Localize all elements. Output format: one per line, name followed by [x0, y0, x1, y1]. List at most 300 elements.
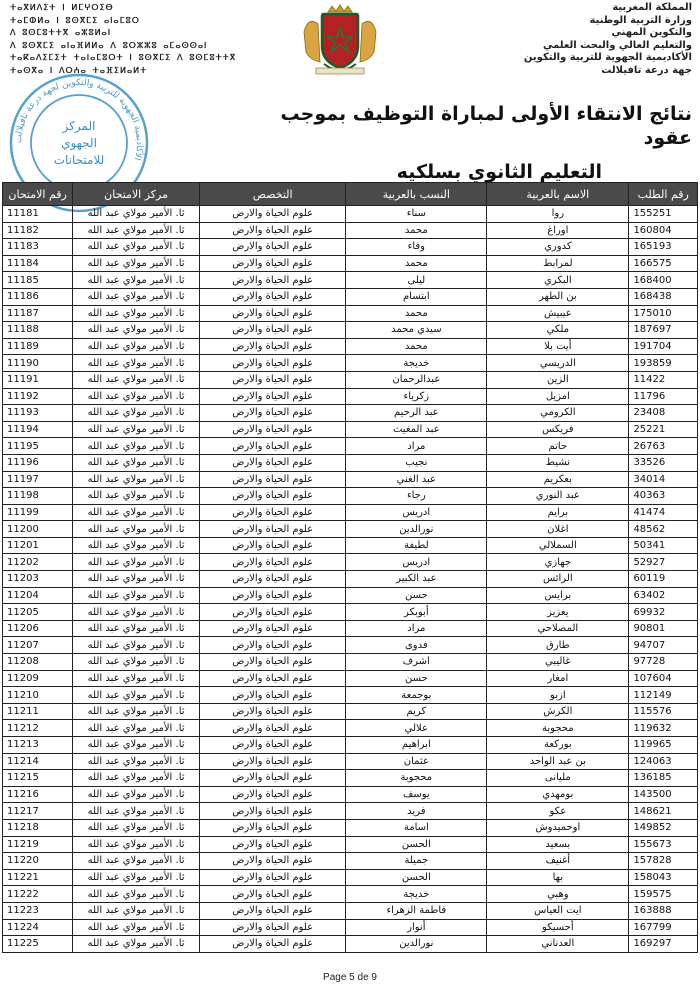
cell-last-name: مراد [346, 438, 487, 455]
table-row [3, 322, 698, 339]
cell-last-name: عثمان [346, 753, 487, 770]
cell-application-number: 50341 [629, 537, 698, 554]
cell-application-number: 160804 [629, 222, 698, 239]
cell-application-number: 169297 [629, 936, 698, 953]
cell-application-number: 97728 [629, 654, 698, 671]
cell-exam-number: 11191 [3, 371, 73, 388]
cell-last-name: ادريس [346, 554, 487, 571]
letterhead-ar-line: الأكاديمية الجهوية للتربية والتكوين [523, 52, 692, 63]
cell-specialty: علوم الحياة والارض [199, 687, 346, 704]
cell-specialty: علوم الحياة والارض [199, 853, 346, 870]
cell-specialty: علوم الحياة والارض [199, 388, 346, 405]
table-row [3, 554, 698, 571]
cell-specialty: علوم الحياة والارض [199, 670, 346, 687]
cell-application-number: 167799 [629, 919, 698, 936]
title-line-2: التعليم الثانوي بسلكيه [396, 161, 602, 183]
cell-exam-number: 11186 [3, 288, 73, 305]
cell-last-name: عبدالرحمان [346, 371, 487, 388]
cell-application-number: 163888 [629, 902, 698, 919]
cell-last-name: علالي [346, 720, 487, 737]
table-row [3, 753, 698, 770]
cell-exam-number: 11214 [3, 753, 73, 770]
cell-last-name: عبد الكبير [346, 571, 487, 588]
header-exam-number: رقم الامتحان [3, 183, 73, 206]
cell-application-number: 23408 [629, 405, 698, 422]
cell-exam-center: ثا. الأمير مولاي عبد الله [73, 936, 200, 953]
cell-application-number: 155251 [629, 206, 698, 223]
cell-exam-center: ثا. الأمير مولاي عبد الله [73, 504, 200, 521]
cell-application-number: 40363 [629, 488, 698, 505]
cell-first-name: برايم [487, 504, 629, 521]
cell-specialty: علوم الحياة والارض [199, 737, 346, 754]
cell-last-name: خديجة [346, 355, 487, 372]
table-row [3, 371, 698, 388]
cell-last-name: عبد الرحيم [346, 405, 487, 422]
table-row [3, 637, 698, 654]
table-row [3, 388, 698, 405]
cell-application-number: 11422 [629, 371, 698, 388]
table-row [3, 504, 698, 521]
cell-exam-center: ثا. الأمير مولاي عبد الله [73, 305, 200, 322]
cell-first-name: ازبو [487, 687, 629, 704]
table-row [3, 488, 698, 505]
cell-specialty: علوم الحياة والارض [199, 637, 346, 654]
table-row [3, 338, 698, 355]
header-specialty: التخصص [199, 183, 346, 206]
cell-first-name: بسعيد [487, 836, 629, 853]
cell-exam-center: ثا. الأمير مولاي عبد الله [73, 737, 200, 754]
cell-first-name: عيبيش [487, 305, 629, 322]
header-last-name: النسب بالعربية [346, 183, 487, 206]
cell-exam-number: 11206 [3, 620, 73, 637]
stamp-line: الجهوي [61, 136, 97, 150]
cell-specialty: علوم الحياة والارض [199, 405, 346, 422]
cell-specialty: علوم الحياة والارض [199, 786, 346, 803]
cell-last-name: فاطمة الزهراء [346, 902, 487, 919]
table-row [3, 222, 698, 239]
cell-last-name: مراد [346, 620, 487, 637]
cell-application-number: 119965 [629, 737, 698, 754]
cell-exam-center: ثا. الأمير مولاي عبد الله [73, 637, 200, 654]
cell-exam-number: 11223 [3, 902, 73, 919]
cell-first-name: برايس [487, 587, 629, 604]
cell-specialty: علوم الحياة والارض [199, 371, 346, 388]
cell-last-name: سيدي محمد [346, 322, 487, 339]
stamp-line: للامتحانات [53, 153, 105, 167]
cell-application-number: 63402 [629, 587, 698, 604]
table-row [3, 836, 698, 853]
cell-exam-center: ثا. الأمير مولاي عبد الله [73, 571, 200, 588]
cell-exam-number: 11217 [3, 803, 73, 820]
document-title [272, 102, 692, 184]
cell-exam-center: ثا. الأمير مولاي عبد الله [73, 919, 200, 936]
cell-first-name: بها [487, 869, 629, 886]
cell-exam-number: 11202 [3, 554, 73, 571]
cell-application-number: 48562 [629, 521, 698, 538]
cell-application-number: 107604 [629, 670, 698, 687]
table-row [3, 654, 698, 671]
letterhead-ar-line: وزارة التربية الوطنية [589, 14, 692, 26]
cell-first-name: لمرابط [487, 255, 629, 272]
cell-last-name: حسن [346, 670, 487, 687]
letterhead-ar-line: والتكوين المهني [611, 27, 692, 38]
cell-specialty: علوم الحياة والارض [199, 206, 346, 223]
cell-specialty: علوم الحياة والارض [199, 504, 346, 521]
cell-exam-number: 11184 [3, 255, 73, 272]
table-row [3, 405, 698, 422]
cell-specialty: علوم الحياة والارض [199, 488, 346, 505]
cell-exam-number: 11200 [3, 521, 73, 538]
cell-exam-number: 11193 [3, 405, 73, 422]
cell-exam-number: 11220 [3, 853, 73, 870]
cell-exam-number: 11188 [3, 322, 73, 339]
cell-application-number: 191704 [629, 338, 698, 355]
cell-application-number: 165193 [629, 239, 698, 256]
cell-exam-number: 11194 [3, 421, 73, 438]
cell-last-name: نورالدين [346, 521, 487, 538]
cell-application-number: 158043 [629, 869, 698, 886]
cell-last-name: ابراهيم [346, 737, 487, 754]
cell-specialty: علوم الحياة والارض [199, 886, 346, 903]
cell-last-name: نجيب [346, 454, 487, 471]
cell-specialty: علوم الحياة والارض [199, 521, 346, 538]
cell-exam-center: ثا. الأمير مولاي عبد الله [73, 902, 200, 919]
table-row [3, 886, 698, 903]
cell-exam-center: ثا. الأمير مولاي عبد الله [73, 869, 200, 886]
table-row [3, 687, 698, 704]
table-row [3, 571, 698, 588]
cell-first-name: أحسيكو [487, 919, 629, 936]
cell-last-name: خديجة [346, 886, 487, 903]
page-number: Page 5 de 9 [323, 972, 377, 983]
table-row [3, 421, 698, 438]
cell-exam-number: 11187 [3, 305, 73, 322]
cell-specialty: علوم الحياة والارض [199, 902, 346, 919]
cell-exam-center: ثا. الأمير مولاي عبد الله [73, 753, 200, 770]
cell-first-name: فريكس [487, 421, 629, 438]
cell-exam-center: ثا. الأمير مولاي عبد الله [73, 770, 200, 787]
cell-specialty: علوم الحياة والارض [199, 322, 346, 339]
cell-exam-number: 11203 [3, 571, 73, 588]
cell-specialty: علوم الحياة والارض [199, 355, 346, 372]
table-row [3, 587, 698, 604]
cell-first-name: بومهدي [487, 786, 629, 803]
cell-exam-center: ثا. الأمير مولاي عبد الله [73, 537, 200, 554]
cell-application-number: 157828 [629, 853, 698, 870]
cell-first-name: بن الطهر [487, 288, 629, 305]
cell-application-number: 25221 [629, 421, 698, 438]
cell-exam-center: ثا. الأمير مولاي عبد الله [73, 786, 200, 803]
cell-specialty: علوم الحياة والارض [199, 272, 346, 289]
cell-first-name: بعكريم [487, 471, 629, 488]
cell-exam-number: 11190 [3, 355, 73, 372]
cell-specialty: علوم الحياة والارض [199, 571, 346, 588]
cell-exam-number: 11216 [3, 786, 73, 803]
cell-application-number: 119632 [629, 720, 698, 737]
header-first-name: الاسم بالعربية [487, 183, 629, 206]
cell-exam-center: ثا. الأمير مولاي عبد الله [73, 471, 200, 488]
cell-exam-center: ثا. الأمير مولاي عبد الله [73, 388, 200, 405]
cell-first-name: محجوبة [487, 720, 629, 737]
table-row [3, 454, 698, 471]
table-row [3, 620, 698, 637]
cell-specialty: علوم الحياة والارض [199, 604, 346, 621]
letterhead-tf-line: ⵜⴰⴽⴰⴷⵉⵎⵉⵜ ⵜⴰⵏⴰⵎⵓⵔⵜ ⵏ ⵓⵙⴳⵎⵉ ⴷ ⵓⵙⵎⵓⵜⵜⴳ [10, 53, 237, 62]
cell-specialty: علوم الحياة والارض [199, 919, 346, 936]
cell-specialty: علوم الحياة والارض [199, 438, 346, 455]
cell-exam-center: ثا. الأمير مولاي عبد الله [73, 886, 200, 903]
cell-application-number: 41474 [629, 504, 698, 521]
cell-exam-number: 11218 [3, 819, 73, 836]
cell-exam-center: ثا. الأمير مولاي عبد الله [73, 222, 200, 239]
cell-last-name: أنوار [346, 919, 487, 936]
cell-application-number: 175010 [629, 305, 698, 322]
cell-first-name: وهبي [487, 886, 629, 903]
table-row [3, 902, 698, 919]
cell-last-name: سناء [346, 206, 487, 223]
cell-first-name: روا [487, 206, 629, 223]
cell-exam-number: 11196 [3, 454, 73, 471]
letterhead-arabic [432, 2, 692, 77]
cell-exam-center: ثا. الأمير مولاي عبد الله [73, 670, 200, 687]
table-row [3, 355, 698, 372]
cell-application-number: 187697 [629, 322, 698, 339]
cell-specialty: علوم الحياة والارض [199, 819, 346, 836]
cell-specialty: علوم الحياة والارض [199, 554, 346, 571]
cell-exam-number: 11225 [3, 936, 73, 953]
cell-last-name: رجاء [346, 488, 487, 505]
header-application-number: رقم الطلب [629, 183, 698, 206]
cell-exam-number: 11185 [3, 272, 73, 289]
cell-first-name: عبد النوري [487, 488, 629, 505]
cell-first-name: الدريسي [487, 355, 629, 372]
cell-exam-number: 11183 [3, 239, 73, 256]
cell-first-name: نشيط [487, 454, 629, 471]
cell-exam-number: 11204 [3, 587, 73, 604]
cell-specialty: علوم الحياة والارض [199, 803, 346, 820]
cell-exam-center: ثا. الأمير مولاي عبد الله [73, 587, 200, 604]
cell-application-number: 90801 [629, 620, 698, 637]
cell-exam-center: ثا. الأمير مولاي عبد الله [73, 620, 200, 637]
cell-exam-center: ثا. الأمير مولاي عبد الله [73, 853, 200, 870]
cell-exam-center: ثا. الأمير مولاي عبد الله [73, 488, 200, 505]
table-row [3, 737, 698, 754]
table-row [3, 670, 698, 687]
results-table [2, 182, 698, 953]
cell-application-number: 168400 [629, 272, 698, 289]
table-row [3, 703, 698, 720]
cell-exam-center: ثا. الأمير مولاي عبد الله [73, 687, 200, 704]
cell-specialty: علوم الحياة والارض [199, 720, 346, 737]
table-row [3, 272, 698, 289]
letterhead-ar-line: المملكة المغربية [612, 2, 692, 13]
cell-last-name: حسن [346, 587, 487, 604]
cell-exam-number: 11195 [3, 438, 73, 455]
cell-first-name: جهازي [487, 554, 629, 571]
cell-last-name: لطيفة [346, 537, 487, 554]
cell-application-number: 60119 [629, 571, 698, 588]
cell-exam-number: 11199 [3, 504, 73, 521]
letterhead-tf-line: ⵜⴰⴳⵍⴷⵉⵜ ⵏ ⵍⵎⵖⵔⵉⴱ [10, 3, 114, 12]
cell-exam-center: ثا. الأمير مولاي عبد الله [73, 405, 200, 422]
cell-first-name: حاتم [487, 438, 629, 455]
cell-application-number: 69932 [629, 604, 698, 621]
cell-application-number: 34014 [629, 471, 698, 488]
table-row [3, 819, 698, 836]
cell-exam-center: ثا. الأمير مولاي عبد الله [73, 371, 200, 388]
cell-exam-center: ثا. الأمير مولاي عبد الله [73, 703, 200, 720]
cell-application-number: 52927 [629, 554, 698, 571]
cell-specialty: علوم الحياة والارض [199, 338, 346, 355]
table-row [3, 936, 698, 953]
cell-last-name: بوجمعة [346, 687, 487, 704]
coat-of-arms-icon [298, 2, 382, 78]
table-row [3, 239, 698, 256]
cell-specialty: علوم الحياة والارض [199, 288, 346, 305]
cell-first-name: طارق [487, 637, 629, 654]
cell-specialty: علوم الحياة والارض [199, 936, 346, 953]
cell-application-number: 115576 [629, 703, 698, 720]
table-row [3, 919, 698, 936]
cell-exam-number: 11197 [3, 471, 73, 488]
cell-application-number: 193859 [629, 355, 698, 372]
table-row [3, 770, 698, 787]
cell-exam-center: ثا. الأمير مولاي عبد الله [73, 355, 200, 372]
cell-exam-number: 11215 [3, 770, 73, 787]
cell-specialty: علوم الحياة والارض [199, 454, 346, 471]
cell-specialty: علوم الحياة والارض [199, 869, 346, 886]
cell-exam-number: 11205 [3, 604, 73, 621]
cell-last-name: محمد [346, 305, 487, 322]
cell-last-name: عبد الغني [346, 471, 487, 488]
letterhead-tifinagh [10, 2, 290, 77]
cell-exam-number: 11221 [3, 869, 73, 886]
cell-application-number: 159575 [629, 886, 698, 903]
cell-exam-number: 11224 [3, 919, 73, 936]
cell-last-name: محمد [346, 255, 487, 272]
cell-last-name: ابتسام [346, 288, 487, 305]
cell-last-name: ليلى [346, 272, 487, 289]
cell-application-number: 143500 [629, 786, 698, 803]
cell-exam-number: 11182 [3, 222, 73, 239]
table-row [3, 305, 698, 322]
cell-exam-center: ثا. الأمير مولاي عبد الله [73, 654, 200, 671]
cell-exam-number: 11219 [3, 836, 73, 853]
cell-exam-center: ثا. الأمير مولاي عبد الله [73, 454, 200, 471]
title-line-1: نتائج الانتقاء الأولى لمباراة التوظيف بموجب عقود [280, 103, 692, 149]
cell-last-name: نورالدين [346, 936, 487, 953]
cell-first-name: عكو [487, 803, 629, 820]
cell-application-number: 149852 [629, 819, 698, 836]
cell-application-number: 166575 [629, 255, 698, 272]
cell-exam-center: ثا. الأمير مولاي عبد الله [73, 206, 200, 223]
cell-specialty: علوم الحياة والارض [199, 421, 346, 438]
cell-application-number: 136185 [629, 770, 698, 787]
cell-specialty: علوم الحياة والارض [199, 239, 346, 256]
stamp-ring-text: الأكاديمية الجهوية للتربية والتكوين لجهة درعة تافيلالت [13, 77, 145, 162]
cell-exam-number: 11181 [3, 206, 73, 223]
table-row [3, 604, 698, 621]
cell-exam-center: ثا. الأمير مولاي عبد الله [73, 272, 200, 289]
cell-first-name: بن عبد الواحد [487, 753, 629, 770]
cell-application-number: 112149 [629, 687, 698, 704]
cell-specialty: علوم الحياة والارض [199, 537, 346, 554]
cell-exam-center: ثا. الأمير مولاي عبد الله [73, 338, 200, 355]
cell-exam-center: ثا. الأمير مولاي عبد الله [73, 554, 200, 571]
cell-last-name: الحسن [346, 869, 487, 886]
cell-first-name: الزين [487, 371, 629, 388]
cell-first-name: الكرومي [487, 405, 629, 422]
table-row [3, 471, 698, 488]
cell-first-name: اوراغ [487, 222, 629, 239]
cell-first-name: البكري [487, 272, 629, 289]
cell-application-number: 33526 [629, 454, 698, 471]
cell-specialty: علوم الحياة والارض [199, 654, 346, 671]
table-row [3, 720, 698, 737]
table-row [3, 438, 698, 455]
table-header-row [3, 183, 698, 206]
cell-exam-number: 11207 [3, 637, 73, 654]
cell-exam-center: ثا. الأمير مولاي عبد الله [73, 438, 200, 455]
cell-exam-center: ثا. الأمير مولاي عبد الله [73, 720, 200, 737]
cell-first-name: ايت العياس [487, 902, 629, 919]
cell-first-name: أغنيف [487, 853, 629, 870]
cell-last-name: زكرياء [346, 388, 487, 405]
cell-application-number: 94707 [629, 637, 698, 654]
cell-first-name: اوحميدوش [487, 819, 629, 836]
cell-last-name: فريد [346, 803, 487, 820]
cell-exam-center: ثا. الأمير مولاي عبد الله [73, 288, 200, 305]
letterhead-ar-line: جهة درعة تافيلالت [601, 64, 692, 76]
cell-exam-number: 11201 [3, 537, 73, 554]
table-row [3, 786, 698, 803]
table-row [3, 521, 698, 538]
cell-first-name: بوركعة [487, 737, 629, 754]
cell-exam-number: 11209 [3, 670, 73, 687]
cell-last-name: محمد [346, 222, 487, 239]
letterhead-tf-line: ⵜⴰⵙⴳⴰ ⵏ ⴷⵔⵄⴰ ⵜⴰⴼⵉⵍⴰⵍⵜ [10, 65, 148, 75]
cell-specialty: علوم الحياة والارض [199, 703, 346, 720]
cell-specialty: علوم الحياة والارض [199, 255, 346, 272]
cell-exam-number: 11192 [3, 388, 73, 405]
cell-first-name: امزيل [487, 388, 629, 405]
cell-exam-number: 11213 [3, 737, 73, 754]
table-row [3, 255, 698, 272]
letterhead-tf-line: ⴷ ⵓⵙⵎⵓⵜⵜⴳ ⴰⵣⵓⵍⴰⵏ [10, 28, 112, 37]
cell-application-number: 148621 [629, 803, 698, 820]
cell-last-name: عبد المغيث [346, 421, 487, 438]
cell-first-name: اغلان [487, 521, 629, 538]
cell-exam-center: ثا. الأمير مولاي عبد الله [73, 521, 200, 538]
cell-exam-center: ثا. الأمير مولاي عبد الله [73, 836, 200, 853]
cell-application-number: 124063 [629, 753, 698, 770]
cell-exam-number: 11198 [3, 488, 73, 505]
cell-last-name: أبوبكر [346, 604, 487, 621]
cell-specialty: علوم الحياة والارض [199, 836, 346, 853]
cell-first-name: أيت بلا [487, 338, 629, 355]
cell-first-name: غاليبي [487, 654, 629, 671]
cell-last-name: اشرف [346, 654, 487, 671]
table-row [3, 869, 698, 886]
cell-last-name: وفاء [346, 239, 487, 256]
cell-exam-number: 11189 [3, 338, 73, 355]
cell-specialty: علوم الحياة والارض [199, 471, 346, 488]
stamp-line: المركز [62, 119, 96, 133]
cell-exam-number: 11210 [3, 687, 73, 704]
cell-exam-number: 11222 [3, 886, 73, 903]
cell-last-name: كريم [346, 703, 487, 720]
cell-first-name: الكرش [487, 703, 629, 720]
